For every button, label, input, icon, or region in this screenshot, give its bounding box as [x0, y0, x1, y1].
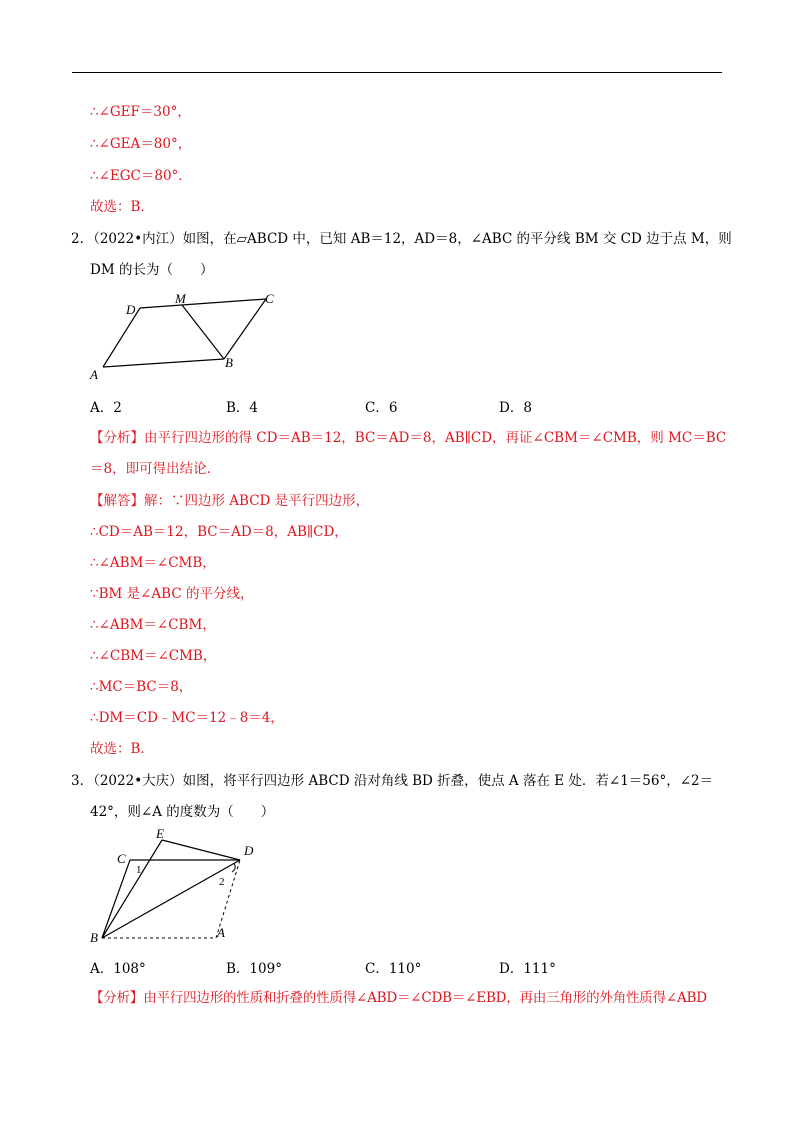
- point-label-b: B: [225, 355, 233, 370]
- point-label-m: M: [175, 291, 186, 306]
- solution-line: ∴∠CBM＝∠CMB，: [90, 648, 217, 664]
- point-label-d: D: [126, 302, 136, 317]
- figure-parallelogram-abcd: [86, 286, 286, 382]
- figure-folded-parallelogram: [86, 826, 266, 948]
- solution-line: ∴∠GEF＝30°，: [90, 104, 191, 120]
- option-b: B．4: [226, 400, 259, 416]
- question-3-stem: 3．（2022•大庆）如图，将平行四边形 ABCD 沿对角线 BD 折叠，使点 A 落在 E 处．若∠1＝56°，∠2＝: [71, 773, 714, 789]
- point-label-e: E: [156, 826, 164, 841]
- question-3-stem-cont: 42°，则∠A 的度数为（ ）: [90, 804, 275, 820]
- analysis: 【分析】由平行四边形的性质和折叠的性质得∠ABD＝∠CDB＝∠EBD，再由三角形的外角性质得∠ABD: [90, 990, 707, 1006]
- point-label-d: D: [244, 843, 254, 858]
- option-b: B．109°: [226, 961, 282, 977]
- solution-line: ∴∠ABM＝∠CMB，: [90, 555, 216, 571]
- solution-line: ∴MC＝BC＝8，: [90, 679, 193, 695]
- solution-line: ∴∠EGC＝80°．: [90, 168, 192, 184]
- solution-line: ∵BM 是∠ABC 的平分线，: [90, 586, 254, 602]
- solution-line: 故选：B．: [90, 199, 154, 215]
- solution-line: ∴CD＝AB＝12，BC＝AD＝8，AB∥CD，: [90, 524, 348, 540]
- solution-line: 【解答】解：∵四边形 ABCD 是平行四边形，: [90, 493, 370, 509]
- option-a: A．2: [90, 400, 122, 416]
- solution-line: ∴∠GEA＝80°，: [90, 136, 192, 152]
- point-label-c: C: [265, 291, 274, 306]
- solution-line: ∴∠ABM＝∠CBM，: [90, 617, 216, 633]
- angle-label-2: 2: [219, 876, 225, 888]
- option-c: C．6: [365, 400, 398, 416]
- point-label-b: B: [90, 930, 98, 945]
- solution-line: 故选：B．: [90, 741, 154, 757]
- option-a: A．108°: [90, 961, 146, 977]
- angle-label-1: 1: [136, 864, 142, 876]
- option-d: D．8: [499, 400, 532, 416]
- analysis-cont: ＝8，即可得出结论．: [90, 461, 221, 477]
- analysis: 【分析】由平行四边形的得 CD＝AB＝12，BC＝AD＝8，AB∥CD，再证∠CBM＝∠CMB，则 MC＝BC: [90, 430, 727, 446]
- point-label-a: A: [90, 367, 98, 382]
- question-2-stem-cont: DM 的长为（ ）: [90, 262, 214, 278]
- header-rule: [72, 72, 722, 73]
- point-label-c: C: [117, 851, 126, 866]
- solution-line: ∴DM＝CD﹣MC＝12﹣8＝4，: [90, 710, 284, 726]
- point-label-a: A: [217, 925, 225, 940]
- option-c: C．110°: [365, 961, 422, 977]
- option-d: D．111°: [499, 961, 556, 977]
- question-2-stem: 2．（2022•内江）如图，在▱ABCD 中，已知 AB＝12，AD＝8，∠ABC 的平分线 BM 交 CD 边于点 M，则: [71, 231, 732, 247]
